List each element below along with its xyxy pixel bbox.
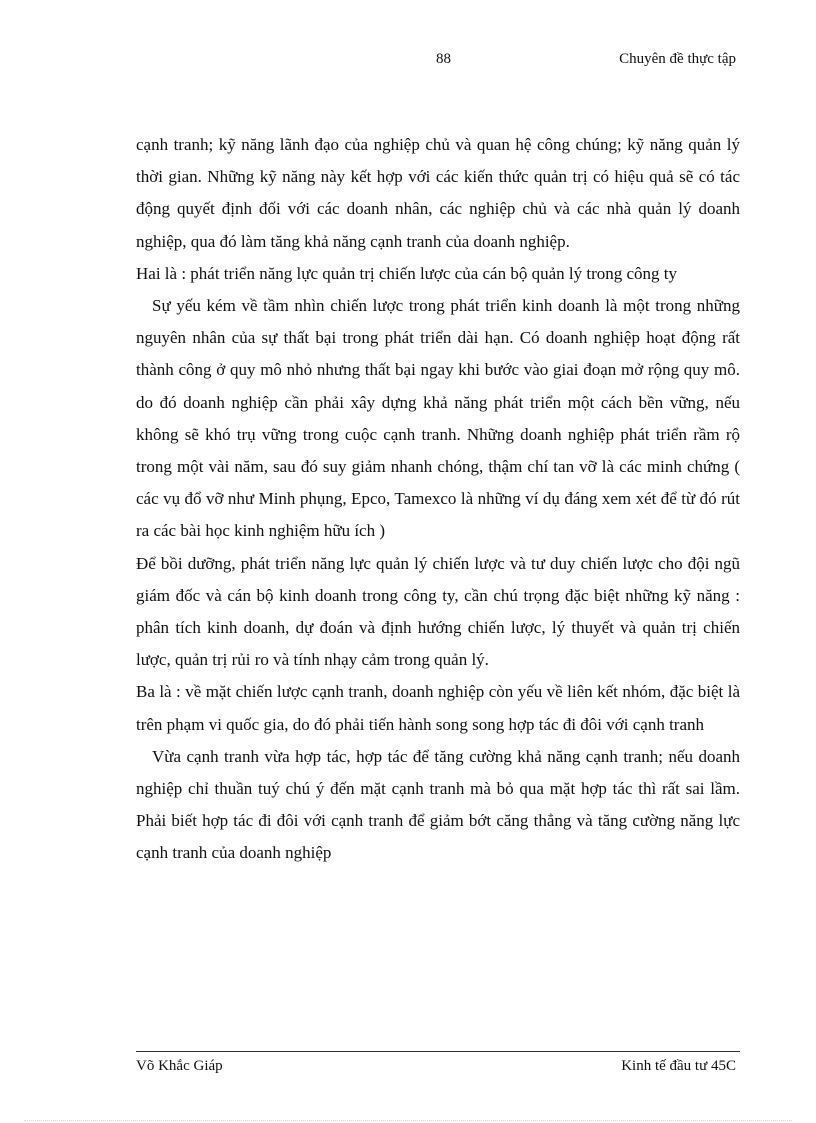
paragraph-point-two-heading: Hai là : phát triển năng lực quản trị chiến lược của cán bộ quản lý trong công ty bbox=[136, 263, 678, 283]
footer-course: Kinh tế đầu tư 45C bbox=[621, 1058, 736, 1074]
paragraph-strategic-vision: Sự yếu kém về tầm nhìn chiến lược trong phát triển kinh doanh là một trong những nguyên nhân của sự thất bại trong phát triển dài hạn. Có doanh nghiệp hoạt động rất thành công ở quy mô nhỏ nhưng thất bại ngay khi bước vào giai đoạn mở rộng quy mô. do đó doanh nghiệp cần phải xây dựng khả năng phát triển một cách bền vững, nếu không sẽ khó trụ vững trong cuộc cạnh tranh. Những doanh nghiệp phát triển rầm rộ trong một vài năm, sau đó suy giảm nhanh chóng, thậm chí tan vỡ là các minh chứng ( các vụ đổ vỡ như Minh phụng, Epco, Tamexco là những ví dụ đáng xem xét để từ đó rút ra các bài học kinh nghiệm hữu ích ) bbox=[136, 296, 740, 541]
page-boundary bbox=[24, 1120, 792, 1121]
paragraph-cooperation: Vừa cạnh tranh vừa hợp tác, hợp tác để tăng cường khả năng cạnh tranh; nếu doanh nghiệp chỉ thuần tuý chú ý đến mặt cạnh tranh mà bỏ qua mặt hợp tác thì rất sai lầm. Phải biết hợp tác đi đôi với cạnh tranh để giảm bớt căng thẳng và tăng cường năng lực cạnh tranh của doanh nghiệp bbox=[136, 746, 740, 863]
footer-author: Võ Khắc Giáp bbox=[136, 1058, 223, 1074]
paragraph-capability-training: Để bồi dưỡng, phát triển năng lực quản lý chiến lược và tư duy chiến lược cho đội ngũ giám đốc và cán bộ kinh doanh trong công ty, cần chú trọng đặc biệt những kỹ năng : phân tích kinh doanh, dự đoán và định hướng chiến lược, lý thuyết và quản trị chiến lược, quản trị rủi ro và tính nhạy cảm trong quản lý. bbox=[136, 553, 740, 670]
document-body bbox=[136, 129, 740, 870]
header-title: Chuyên đề thực tập bbox=[619, 51, 736, 67]
footer-divider bbox=[136, 1051, 740, 1052]
paragraph-intro-continuation: cạnh tranh; kỹ năng lãnh đạo của nghiệp chủ và quan hệ công chúng; kỹ năng quản lý thời gian. Những kỹ năng này kết hợp với các kiến thức quản trị có hiệu quả sẽ có tác động quyết định đối với các doanh nhân, các nghiệp chủ và các nhà quản lý doanh nghiệp, qua đó làm tăng khả năng cạnh tranh của doanh nghiệp. bbox=[136, 135, 740, 251]
page-number: 88 bbox=[436, 51, 451, 67]
paragraph-point-three-heading: Ba là : về mặt chiến lược cạnh tranh, doanh nghiệp còn yếu về liên kết nhóm, đặc biệt là trên phạm vi quốc gia, do đó phải tiến hành song song hợp tác đi đôi với cạnh tranh bbox=[136, 682, 740, 734]
